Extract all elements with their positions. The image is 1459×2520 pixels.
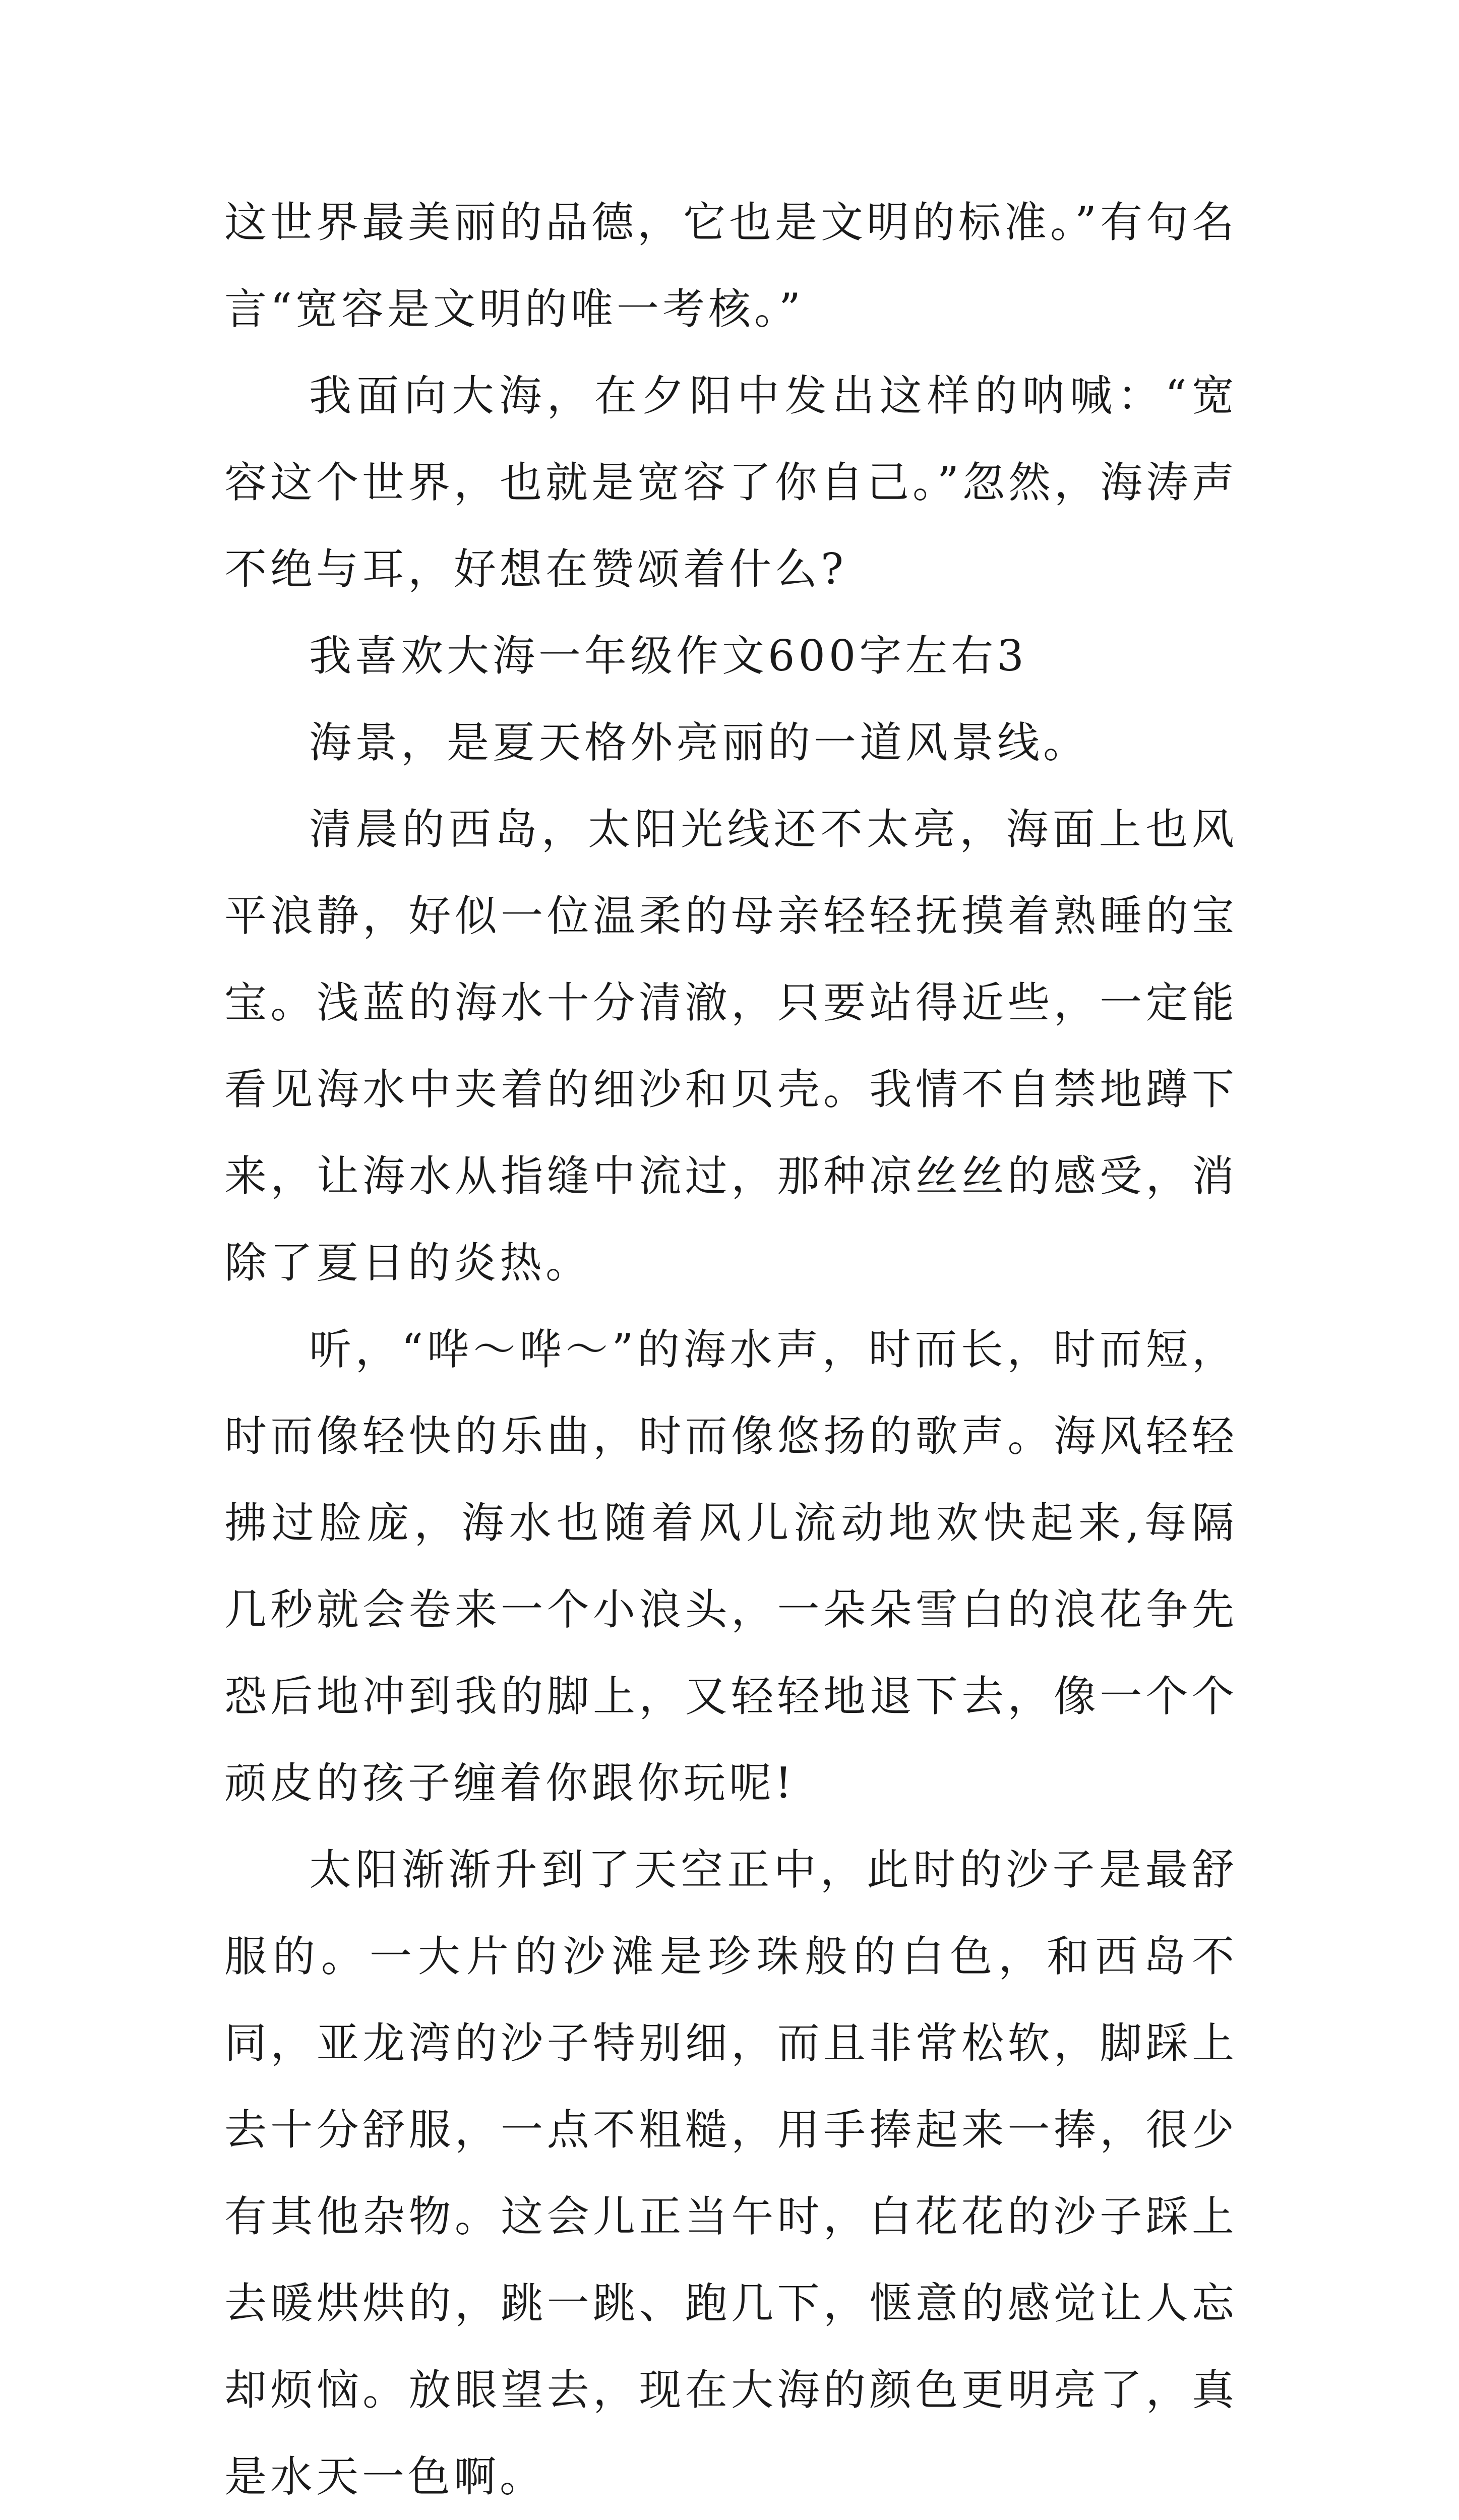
paragraph-4: 清晨的西岛，太阳光线还不太亮，海面上也风平浪静，好似一位温柔的母亲轻轻抚摸着熟睡的宝宝。浅蓝的海水十分清澈，只要站得近些，一定能看见海水中夹着的细沙和贝壳。我情不自禁地蹲下来，让海水从指缝中流过，那种凉丝丝的感受，消除了夏日的炎热。	[224, 805, 1238, 1287]
section-heading: 我喜欢大海一年级作文600字左右3	[309, 631, 1027, 681]
paragraph-2: 我面向大海，在夕阳中发出这样的呐喊：“宽容这个世界，也就是宽容了你自己。”忽然，海涛声不绝与耳，好想在赞颂着什么?	[224, 371, 1238, 594]
paragraph-5: 听，“哗～哗～”的海水声，时而长，时而短，时而像轻快的乐曲，时而像悠扬的歌声。海风轻轻拂过脸庞，海水也随着风儿流动地欢快起来,每隔几秒就会卷来一个小浪头，一朵朵雪白的浪花争先恐后地冲到我的脚上，又轻轻地退下去，像一个个顽皮的孩子缠着你跟你玩呢!	[224, 1325, 1238, 1808]
paragraph-6: 太阳渐渐升到了天空正中，此时的沙子是最舒服的。一大片的沙滩是珍珠般的白色，和西岛不同，亚龙湾的沙子特别细，而且非常松软，脚踩上去十分舒服，一点不粗糙，用手捧起来一捧，很少有其他杂物。这会儿正当午时，白花花的沙子踩上去暖烘烘的，跳一跳、跑几下，惬意的感觉让人忘却烦恼。放眼望去，现在大海的颜色更明亮了，真是水天一色啊。	[224, 1845, 1238, 2501]
paragraph-1: 这世界最美丽的品德，它也是文明的标准。”有句名言“宽容是文明的唯一考核。”	[224, 198, 1238, 334]
essay-body	[224, 179, 1238, 2520]
paragraph-3: 海景，是夏天格外亮丽的一道风景线。	[309, 718, 1089, 767]
